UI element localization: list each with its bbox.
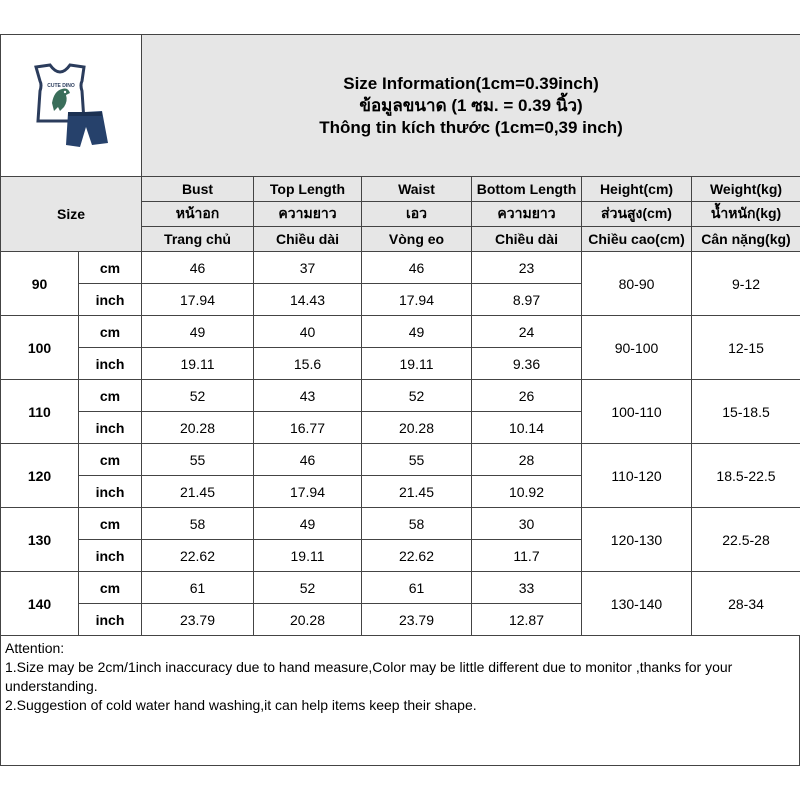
inch-value: 12.87 [472, 604, 582, 636]
weight-range: 22.5-28 [692, 508, 800, 572]
col-header-th: ส่วนสูง(cm) [582, 202, 692, 227]
table-row [1, 252, 800, 284]
cm-value: 49 [362, 316, 472, 348]
table-row [1, 508, 800, 540]
weight-range: 15-18.5 [692, 380, 800, 444]
cm-value: 43 [254, 380, 362, 412]
inch-value: 23.79 [142, 604, 254, 636]
unit-cm: cm [79, 572, 142, 604]
inch-value: 14.43 [254, 284, 362, 316]
col-header-th: หน้าอก [142, 202, 254, 227]
weight-range: 12-15 [692, 316, 800, 380]
col-header-en: Weight(kg) [692, 177, 800, 202]
size-value: 100 [1, 316, 79, 380]
inch-value: 21.45 [362, 476, 472, 508]
height-range: 120-130 [582, 508, 692, 572]
table-row [1, 380, 800, 412]
cm-value: 55 [362, 444, 472, 476]
weight-range: 9-12 [692, 252, 800, 316]
inch-value: 8.97 [472, 284, 582, 316]
cm-value: 24 [472, 316, 582, 348]
inch-value: 19.11 [142, 348, 254, 380]
table-row [1, 444, 800, 476]
cm-value: 52 [142, 380, 254, 412]
unit-cm: cm [79, 508, 142, 540]
unit-cm: cm [79, 380, 142, 412]
cm-value: 37 [254, 252, 362, 284]
inch-value: 15.6 [254, 348, 362, 380]
unit-cm: cm [79, 252, 142, 284]
inch-value: 23.79 [362, 604, 472, 636]
inch-value: 9.36 [472, 348, 582, 380]
cm-value: 23 [472, 252, 582, 284]
size-column-header: Size [1, 177, 142, 252]
col-header-en: Top Length [254, 177, 362, 202]
unit-inch: inch [79, 476, 142, 508]
size-value: 140 [1, 572, 79, 636]
cm-value: 49 [254, 508, 362, 540]
height-range: 80-90 [582, 252, 692, 316]
cm-value: 58 [142, 508, 254, 540]
size-value: 130 [1, 508, 79, 572]
title-thai: ข้อมูลขนาด (1 ซม. = 0.39 นิ้ว) [359, 95, 583, 115]
col-header-th: ความยาว [472, 202, 582, 227]
inch-value: 20.28 [362, 412, 472, 444]
cm-value: 46 [142, 252, 254, 284]
weight-range: 28-34 [692, 572, 800, 636]
height-range: 130-140 [582, 572, 692, 636]
cm-value: 55 [142, 444, 254, 476]
inch-value: 20.28 [254, 604, 362, 636]
cm-value: 49 [142, 316, 254, 348]
attention-note [0, 636, 800, 766]
inch-value: 10.92 [472, 476, 582, 508]
col-header-th: น้ำหนัก(kg) [692, 202, 800, 227]
attention-line-1: 1.Size may be 2cm/1inch inaccuracy due to hand measure,Color may be little different due to monitor ,thanks for your understanding. [5, 659, 733, 694]
unit-inch: inch [79, 540, 142, 572]
cm-value: 61 [142, 572, 254, 604]
attention-line-2: 2.Suggestion of cold water hand washing,it can help items keep their shape. [5, 697, 477, 713]
height-range: 100-110 [582, 380, 692, 444]
height-range: 90-100 [582, 316, 692, 380]
attention-title: Attention: [5, 640, 65, 656]
title-english: Size Information(1cm=0.39inch) [343, 73, 599, 93]
inch-value: 19.11 [362, 348, 472, 380]
inch-value: 16.77 [254, 412, 362, 444]
col-header-vi: Vòng eo [362, 227, 472, 252]
size-value: 120 [1, 444, 79, 508]
inch-value: 20.28 [142, 412, 254, 444]
table-row [1, 316, 800, 348]
unit-inch: inch [79, 604, 142, 636]
cm-value: 28 [472, 444, 582, 476]
cm-value: 61 [362, 572, 472, 604]
col-header-vi: Chiều dài [472, 227, 582, 252]
inch-value: 10.14 [472, 412, 582, 444]
size-value: 90 [1, 252, 79, 316]
unit-inch: inch [79, 284, 142, 316]
col-header-vi: Chiều cao(cm) [582, 227, 692, 252]
col-header-vi: Chiều dài [254, 227, 362, 252]
weight-range: 18.5-22.5 [692, 444, 800, 508]
col-header-th: เอว [362, 202, 472, 227]
inch-value: 17.94 [254, 476, 362, 508]
col-header-en: Waist [362, 177, 472, 202]
cm-value: 30 [472, 508, 582, 540]
inch-value: 22.62 [142, 540, 254, 572]
size-table [0, 34, 800, 636]
col-header-vi: Trang chủ [142, 227, 254, 252]
cm-value: 40 [254, 316, 362, 348]
unit-inch: inch [79, 412, 142, 444]
inch-value: 17.94 [142, 284, 254, 316]
col-header-vi: Cân nặng(kg) [692, 227, 800, 252]
col-header-th: ความยาว [254, 202, 362, 227]
table-row [1, 572, 800, 604]
cm-value: 52 [362, 380, 472, 412]
inch-value: 22.62 [362, 540, 472, 572]
cm-value: 46 [254, 444, 362, 476]
inch-value: 11.7 [472, 540, 582, 572]
height-range: 110-120 [582, 444, 692, 508]
inch-value: 21.45 [142, 476, 254, 508]
cm-value: 52 [254, 572, 362, 604]
size-chart [0, 34, 800, 766]
inch-value: 19.11 [254, 540, 362, 572]
col-header-en: Bottom Length [472, 177, 582, 202]
inch-value: 17.94 [362, 284, 472, 316]
title-vietnamese: Thông tin kích thước (1cm=0,39 inch) [319, 117, 623, 137]
cm-value: 46 [362, 252, 472, 284]
size-value: 110 [1, 380, 79, 444]
title-cell [142, 35, 800, 177]
col-header-en: Height(cm) [582, 177, 692, 202]
cm-value: 33 [472, 572, 582, 604]
product-image-cell [1, 35, 142, 177]
cm-value: 26 [472, 380, 582, 412]
unit-cm: cm [79, 316, 142, 348]
cm-value: 58 [362, 508, 472, 540]
unit-cm: cm [79, 444, 142, 476]
col-header-en: Bust [142, 177, 254, 202]
kids-tank-set-image [16, 51, 126, 161]
unit-inch: inch [79, 348, 142, 380]
shirt-print-text: CUTE DINO [47, 82, 75, 89]
